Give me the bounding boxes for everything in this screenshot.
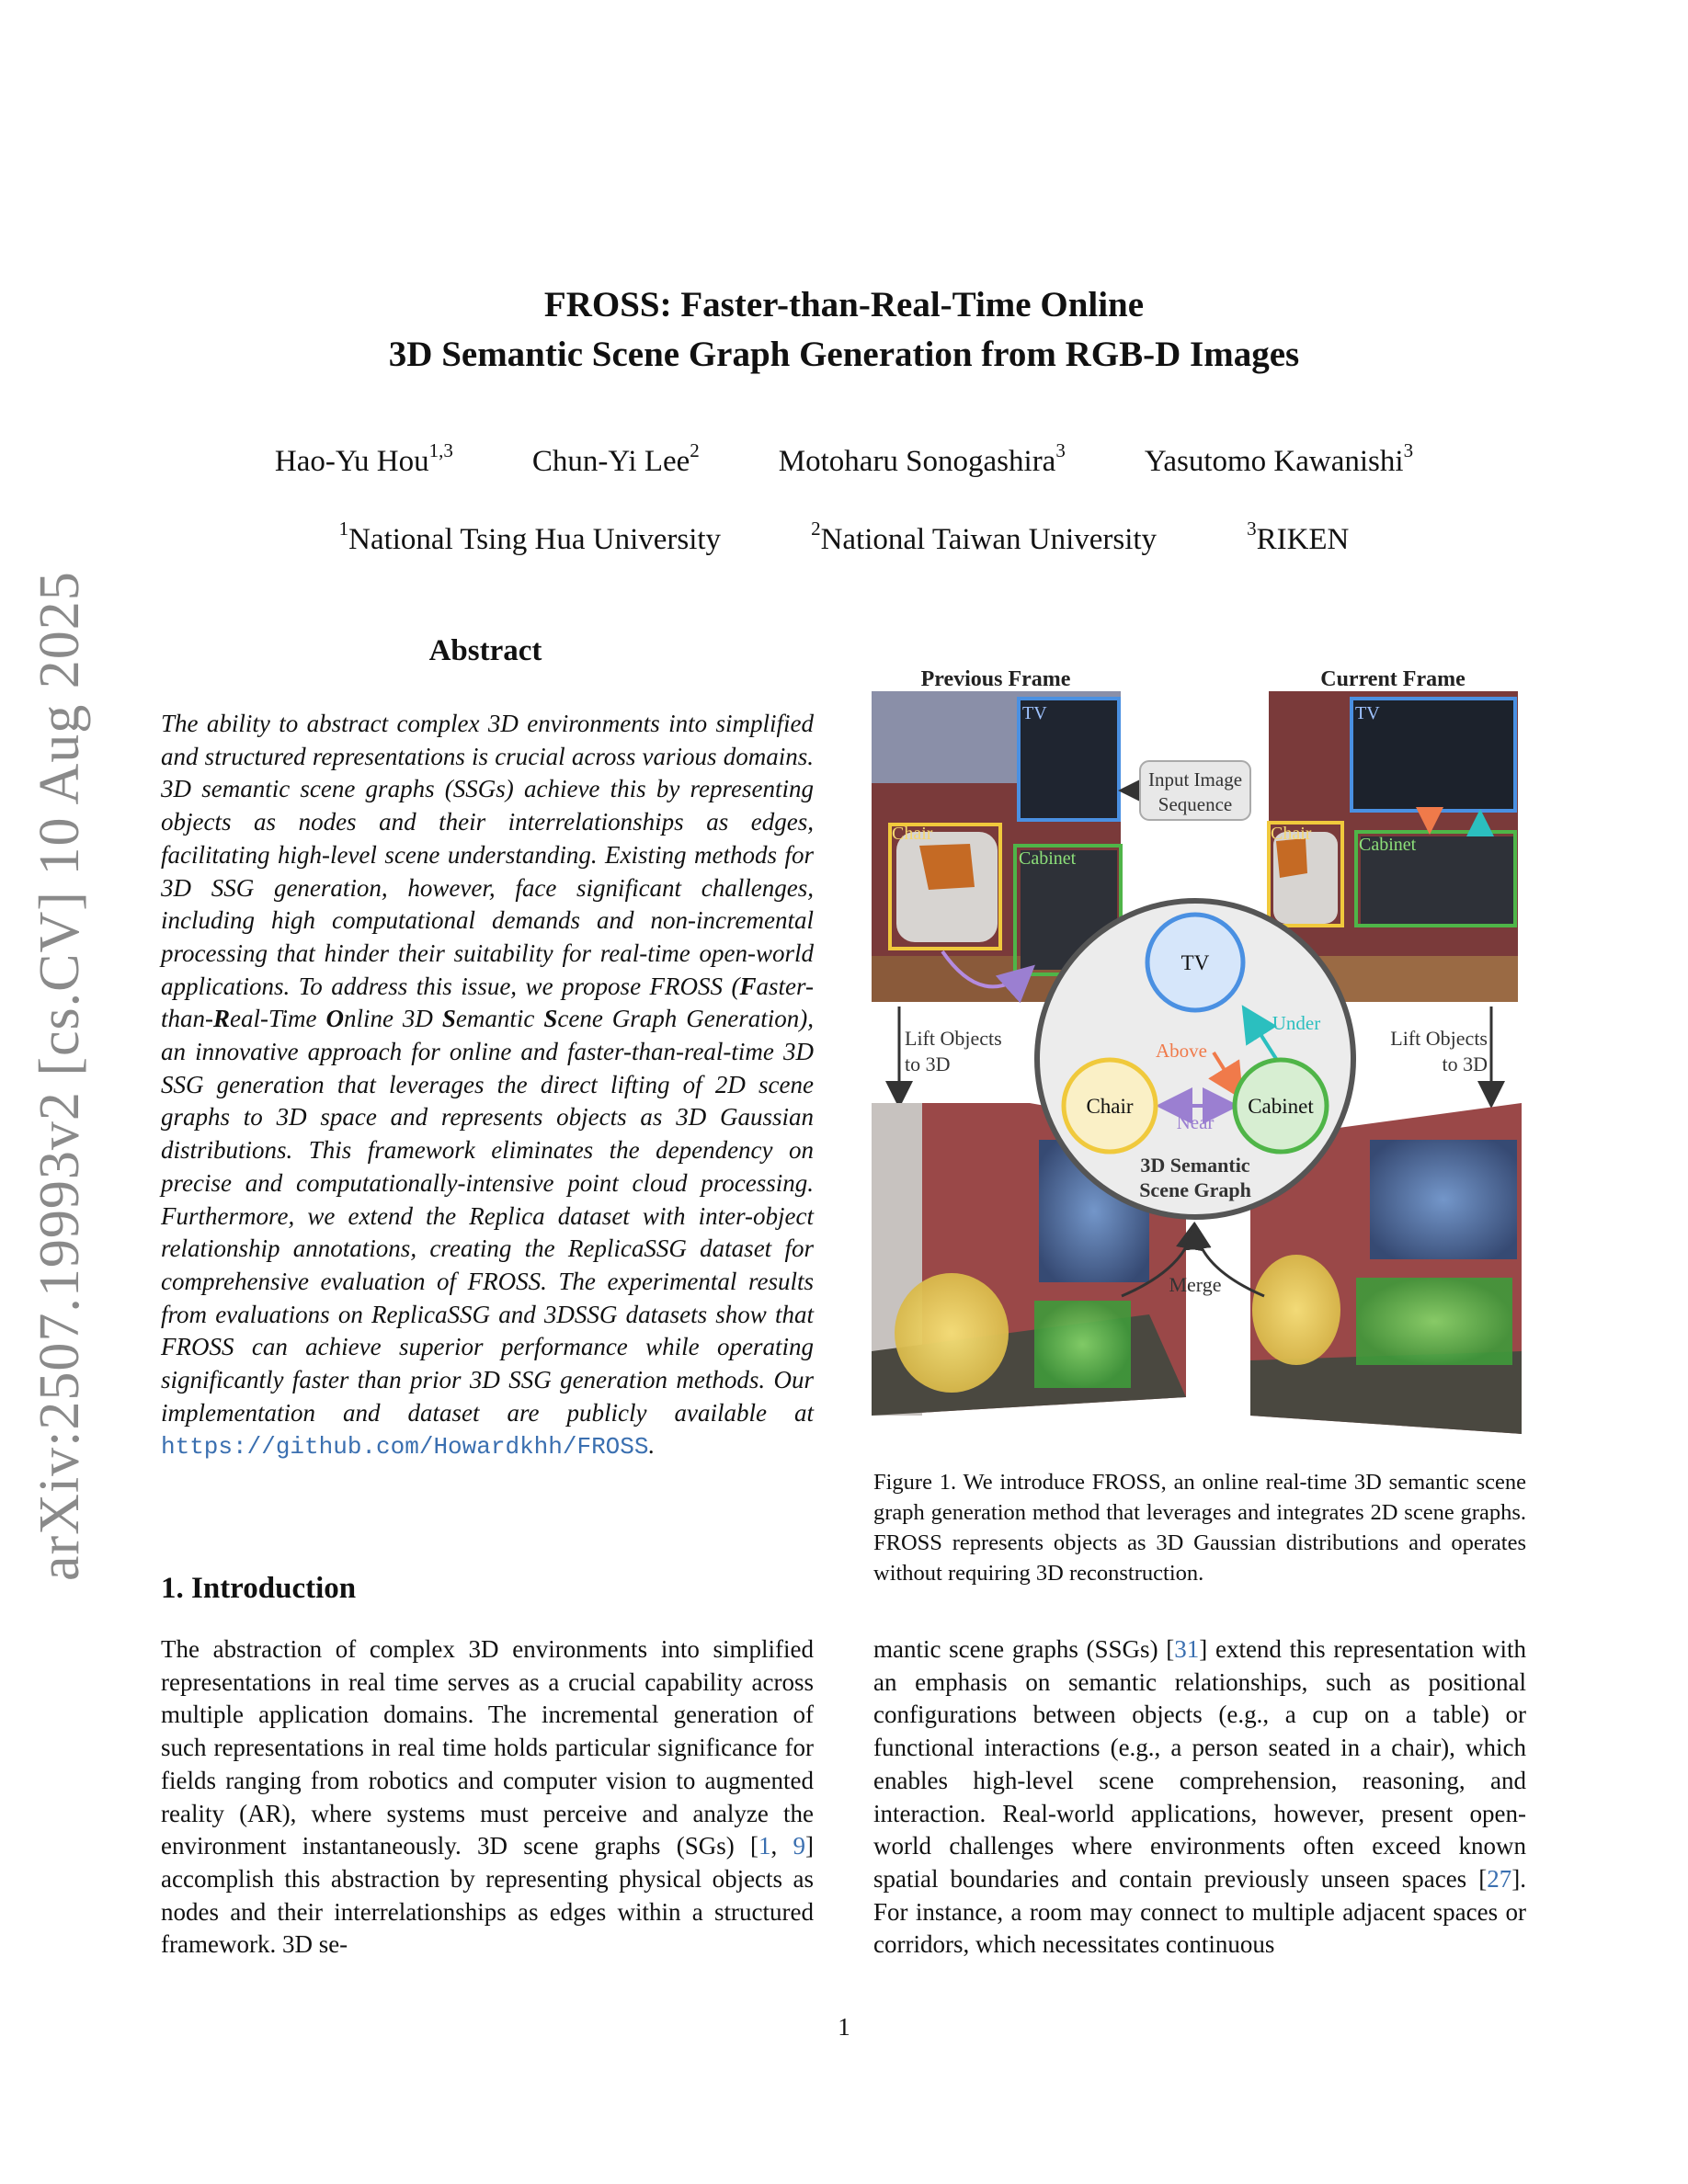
node-label-tv: TV: [1180, 951, 1210, 974]
paper-title: [0, 280, 1688, 380]
edge-label-near: Near: [1176, 1111, 1215, 1133]
node-label-chair: Chair: [1086, 1095, 1134, 1118]
box-label-tv: TV: [1355, 703, 1380, 723]
edge-label-under: Under: [1272, 1012, 1321, 1034]
lift-right-line-2: to 3D: [1442, 1052, 1488, 1075]
box-label-cabinet: Cabinet: [1359, 835, 1417, 855]
abstract-heading: Abstract: [428, 634, 542, 667]
scene-graph: [1037, 901, 1353, 1217]
title-line-1: FROSS: Faster-than-Real-Time Online: [543, 285, 1145, 324]
affiliation-3: $^3$RIKEN: [1247, 518, 1350, 556]
current-frame-label: Current Frame: [1320, 667, 1466, 691]
citation-link[interactable]: 1: [758, 1832, 771, 1860]
box-label-cabinet: Cabinet: [1019, 848, 1077, 869]
intro-paragraph-right: mantic scene graphs (SSGs) [31] extend this representation with an emphasis on semantic relationships, such as positional configurations between objects (e.g., a cup on a table) or functional interactions (e.g., a person seated in a chair), which enables high-level scene comprehension, reasoning, and interaction. Real-world applications, however, present open-world challenges where environments often exceed known spatial boundaries and contain previously unseen spaces [27]. For instance, a room may connect to multiple adjacent spaces or corridors, which necessitates continuous: [873, 1635, 1526, 1959]
affiliation-list: [0, 518, 1688, 557]
citation-link[interactable]: 31: [1174, 1635, 1200, 1663]
lift-left-line-2: to 3D: [905, 1052, 951, 1075]
previous-frame-label: Previous Frame: [920, 667, 1071, 691]
author-2: Chun-Yi Lee$^2$: [531, 439, 700, 478]
page-number: 1: [838, 2013, 850, 2041]
affiliation-2: $^2$National Taiwan University: [811, 518, 1158, 556]
lift-left-line-1: Lift Objects: [905, 1027, 1002, 1050]
arxiv-stamp: arXiv:2507.19993v2 [cs.CV] 10 Aug 2025: [29, 571, 91, 1581]
edge-label-above: Above: [1156, 1040, 1207, 1062]
github-link[interactable]: https://github.com/Howardkhh/FROSS: [161, 1433, 649, 1462]
input-sequence-box: [1123, 761, 1250, 820]
author-1: Hao-Yu Hou$^{1,3}$: [274, 439, 453, 478]
citation-link[interactable]: 27: [1487, 1864, 1512, 1893]
figure-caption: Figure 1. We introduce FROSS, an online real-time 3D semantic scene graph generation method that leverages and integrates 2D scene graphs. FROSS represents objects as 3D Gaussian distributions and operates without requiring 3D reconstruction.: [873, 1470, 1526, 1586]
lift-right-line-1: Lift Objects: [1390, 1027, 1488, 1050]
scene-graph-title-1: 3D Semantic: [1140, 1154, 1250, 1177]
scene-graph-title-2: Scene Graph: [1139, 1178, 1251, 1201]
intro-paragraph-left: The abstraction of complex 3D environments into simplified representations in real time serves as a crucial capability across multiple application domains. The incremental generation of such representations in real time holds particular significance for fields ranging from robotics and computer vision to augmented reality (AR), where systems must perceive and analyze the environment instantaneously. 3D scene graphs (SGs) [1, 9] accomplish this abstraction by representing physical objects as nodes and their interrelationships as edges within a structured framework. 3D se-: [161, 1635, 815, 1959]
figure-1: [864, 657, 1526, 1448]
box-label-chair: Chair: [1271, 824, 1312, 844]
box-label-tv: TV: [1022, 703, 1047, 723]
title-line-2: 3D Semantic Scene Graph Generation from RGB-D Images: [388, 335, 1300, 374]
author-list: [0, 439, 1688, 479]
input-seq-line-1: Input Image: [1147, 768, 1243, 791]
author-4: Yasutomo Kawanishi$^3$: [1144, 439, 1414, 478]
section-heading-introduction: 1. Introduction: [161, 1572, 357, 1605]
input-seq-line-2: Sequence: [1158, 793, 1233, 815]
merge-label: Merge: [1169, 1273, 1222, 1296]
author-3: Motoharu Sonogashira$^3$: [778, 439, 1066, 478]
citation-link[interactable]: 9: [793, 1832, 806, 1860]
node-label-cabinet: Cabinet: [1248, 1095, 1314, 1118]
abstract-text: The ability to abstract complex 3D environments into simplified and structured representations is crucial across various domains. 3D semantic scene graphs (SSGs) achieve this by representing objects as nodes and their interrelationships as edges, facilitating high-level scene understanding. Existing methods for 3D SSG generation, however, face significant challenges, including high computational demands and non-incremental processing that hinder their suitability for real-time open-world applications. To address this issue, we propose FROSS (Faster-than-Real-Time Online 3D Semantic Scene Graph Generation), an innovative approach for online and faster-than-real-time 3D SSG generation that leverages the direct lifting of 2D scene graphs to 3D space and represents objects as 3D Gaussian distributions. This framework eliminates the dependency on precise and computationally-intensive point cloud processing. Furthermore, we extend the Replica dataset with inter-object relationship annotations, creating the ReplicaSSG dataset for comprehensive evaluation of FROSS. The experimental results from evaluations on ReplicaSSG and 3DSSG datasets show that FROSS can achieve superior performance while operating significantly faster than prior 3D SSG generation methods. Our implementation and dataset are publicly available at https://github.com/Howardkhh/FROSS.: [161, 710, 814, 1462]
affiliation-1: $^1$National Tsing Hua University: [338, 518, 722, 556]
box-label-chair: Chair: [892, 824, 933, 844]
